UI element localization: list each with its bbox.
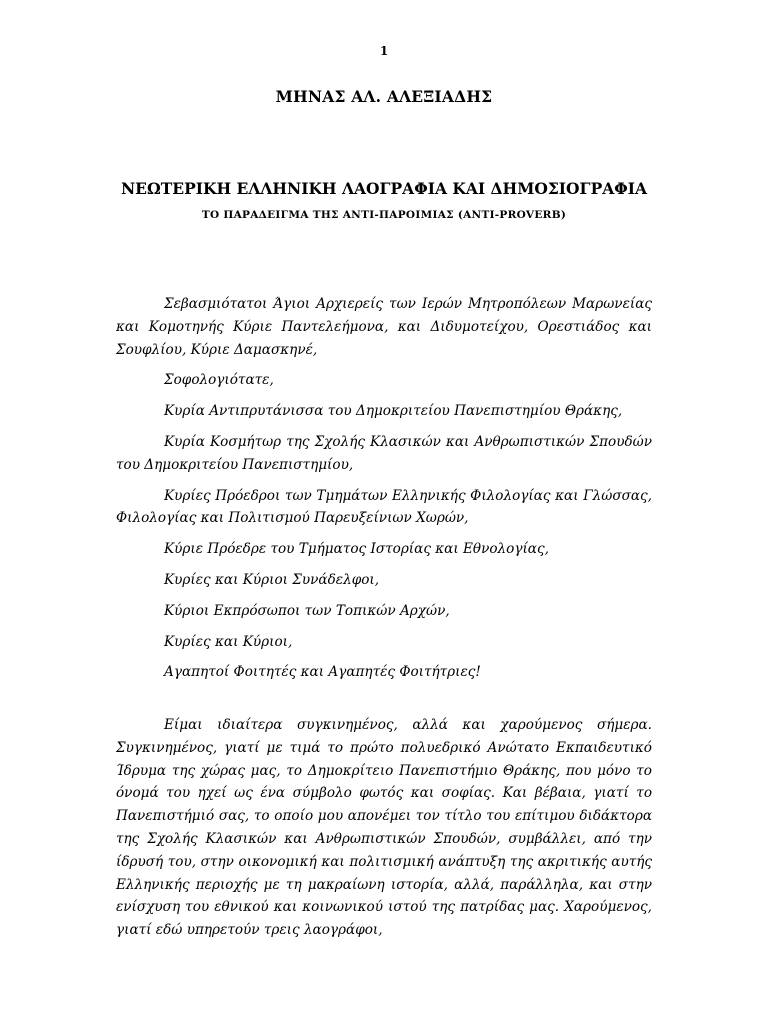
salutation-line: Κυρίες Πρόεδροι των Τμημάτων Ελληνικής Φιλολογίας και Γλώσσας, Φιλολογίας και Πολιτισμού Παρευξείνιων Χωρών,: [116, 487, 652, 527]
author-name: ΜΗΝΑΣ ΑΛ. ΑΛΕΞΙΑΔΗΣ: [275, 87, 493, 106]
document-title: ΝΕΩΤΕΡΙΚΗ ΕΛΛΗΝΙΚΗ ΛΑΟΓΡΑΦΙΑ ΚΑΙ ΔΗΜΟΣΙΟΓΡΑΦΙΑ: [120, 179, 648, 198]
salutation-line: Κύριοι Εκπρόσωποι των Τοπικών Αρχών,: [164, 602, 450, 619]
page-number: 1: [379, 44, 389, 58]
salutation-line: Σεβασμιότατοι Άγιοι Αρχιερείς των Ιερών Μητροπόλεων Μαρωνείας και Κομοτηνής Κύριε Παντελεήμονα, και Διδυμοτείχου, Ορεστιάδος και Σουφλίου, Κύριε Δαμασκηνέ,: [116, 296, 652, 358]
document-subtitle: ΤΟ ΠΑΡΑΔΕΙΓΜΑ ΤΗΣ ΑΝΤΙ-ΠΑΡΟΙΜΙΑΣ (ANTI-PROVERB): [201, 209, 567, 221]
salutation-line: Κύριε Πρόεδρε του Τμήματος Ιστορίας και Εθνολογίας,: [164, 541, 549, 558]
salutation-line: Κυρία Κοσμήτωρ της Σχολής Κλασικών και Ανθρωπιστικών Σπουδών του Δημοκριτείου Πανεπιστημίου,: [116, 433, 652, 473]
salutation-line: Σοφολογιότατε,: [164, 372, 274, 389]
salutations-block: [116, 293, 652, 692]
body-paragraph: Είμαι ιδιαίτερα συγκινημένος, αλλά και χαρούμενος σήμερα. Συγκινημένος, γιατί με τιμά το πρώτο πολυεδρικό Ανώτατο Εκπαιδευτικό Ίδρυμα της χώρας μας, το Δημοκρίτειο Πανεπιστήμιο Θράκης, που μόνο το όνομά του ηχεί ως ένα σύμβολο φωτός και σοφίας. Και βέβαια, γιατί το Πανεπιστήμιό σας, το οποίο μου απονέμει τον τίτλο του επίτιμου διδάκτορα της Σχολής Κλασικών και Ανθρωπιστικών Σπουδών, συμβάλλει, από την ίδρυσή του, στην οικονομική και πολιτισμική ανάπτυξη της ακριτικής αυτής Ελληνικής περιοχής με τη μακραίωνη ιστορία, αλλά, παράλληλα, και στην ενίσχυση του εθνικού και κοινωνικού ιστού της πατρίδας μας. Χαρούμενος, γιατί εδώ υπηρετούν τρεις λαογράφοι,: [116, 717, 652, 939]
main-paragraph-block: [116, 714, 652, 942]
salutation-line: Κυρίες και Κύριοι,: [164, 633, 293, 650]
salutation-line: Κυρία Αντιπρυτάνισσα του Δημοκριτείου Πανεπιστημίου Θράκης,: [164, 403, 623, 420]
salutation-line: Κυρίες και Κύριοι Συνάδελφοι,: [164, 571, 380, 588]
salutation-line: Αγαπητοί Φοιτητές και Αγαπητές Φοιτήτριες!: [164, 664, 481, 681]
